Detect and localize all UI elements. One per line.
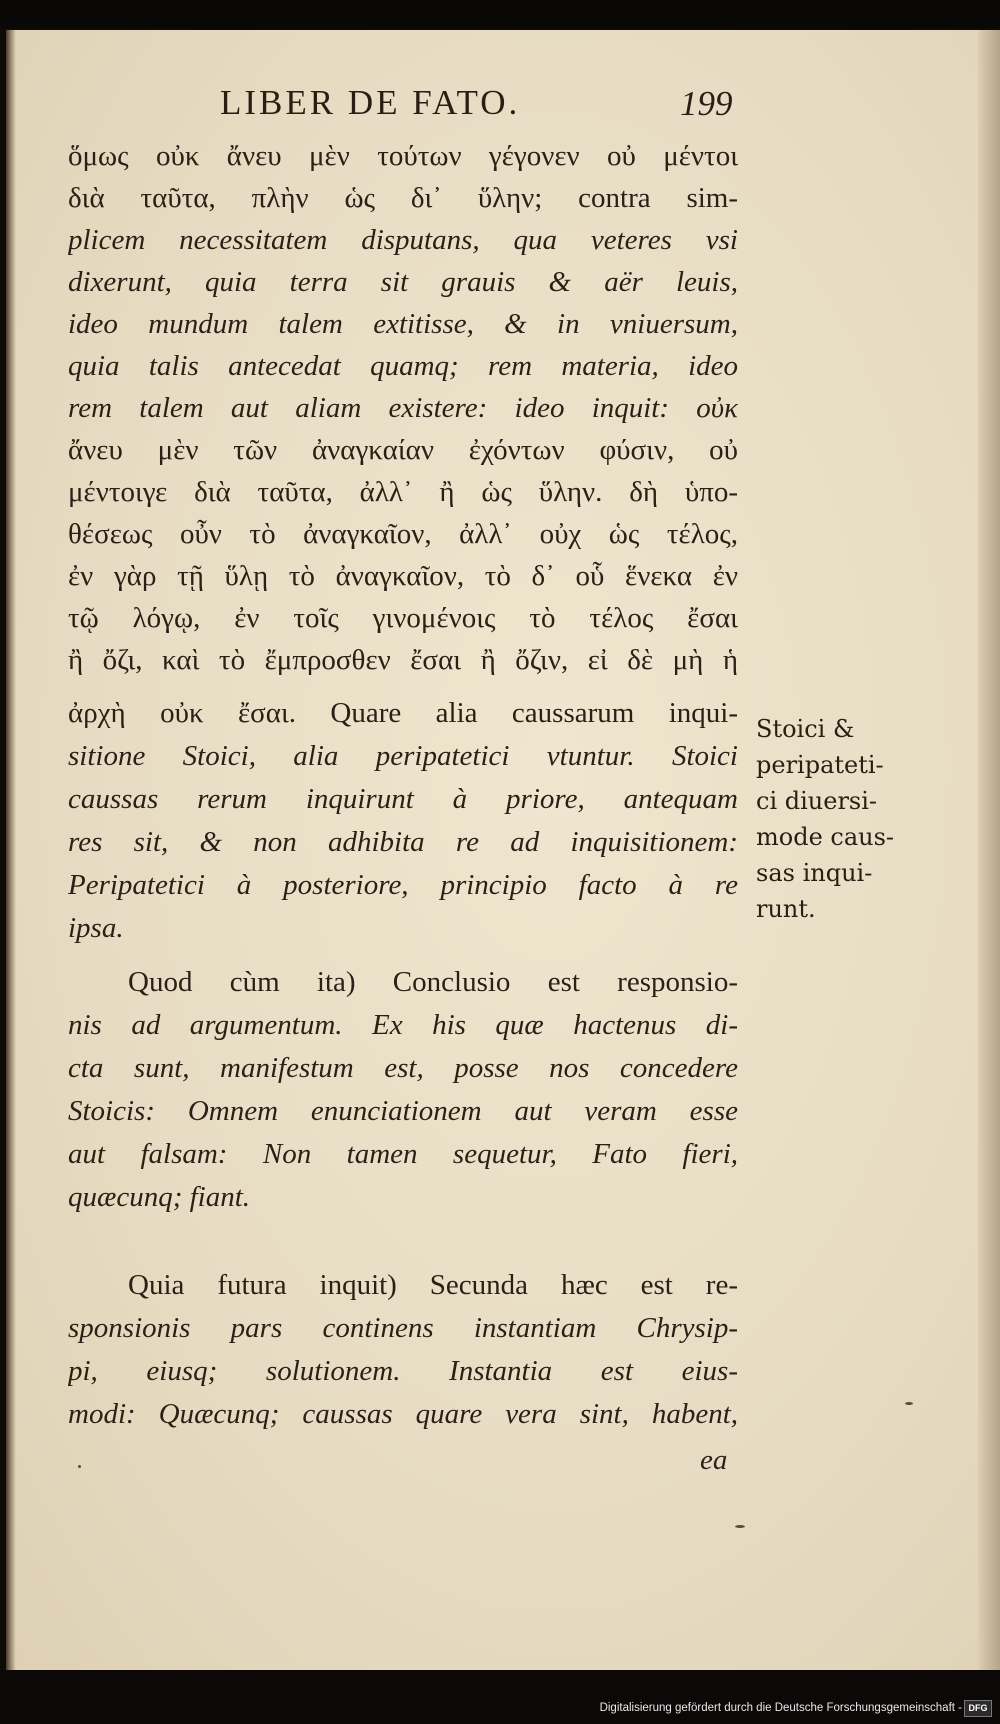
margin-note-line: mode caus- xyxy=(756,823,895,851)
text-line: modi: Quæcunq; caussas quare vera sint, habent, xyxy=(68,1398,738,1430)
text-line: cta sunt, manifestum est, posse nos concedere xyxy=(68,1052,738,1084)
dfg-logo: DFG xyxy=(964,1700,992,1717)
catchword: ea xyxy=(700,1444,728,1476)
running-title: LIBER DE FATO. xyxy=(220,83,521,122)
page-number: 199 xyxy=(680,84,733,123)
paper-speck xyxy=(735,1525,745,1528)
text-line: ὅμως οὐκ ἄνευ μὲν τούτων γέγονεν οὐ μέντοι xyxy=(68,140,738,172)
text-line: sponsionis pars continens instantiam Chrysip- xyxy=(68,1312,738,1344)
text-line: Peripatetici à posteriore, principio facto à re xyxy=(68,869,738,901)
text-line: plicem necessitatem disputans, qua veteres vsi xyxy=(68,224,738,256)
text-line: ἐν γὰρ τῇ ὕλῃ τὸ ἀναγκαῖον, τὸ δ᾽ οὗ ἕνεκα ἐν xyxy=(68,560,738,592)
text-line: caussas rerum inquirunt à priore, antequam xyxy=(68,783,738,815)
text-line: ἄνευ μὲν τῶν ἀναγκαίαν ἐχόντων φύσιν, οὐ xyxy=(68,434,738,466)
page-gutter-shadow xyxy=(6,30,16,1670)
text-line: nis ad argumentum. Ex his quæ hactenus di- xyxy=(68,1009,738,1041)
paragraph-start-line: Quod cùm ita) Conclusio est responsio- xyxy=(128,966,738,998)
margin-note-line: runt. xyxy=(756,895,816,923)
text-line: res sit, & non adhibita re ad inquisitionem: xyxy=(68,826,738,858)
paragraph-start-line: Quia futura inquit) Secunda hæc est re- xyxy=(128,1269,738,1301)
text-line: pi, eiusq; solutionem. Instantia est eius- xyxy=(68,1355,738,1387)
digitization-credit: Digitalisierung gefördert durch die Deutsche Forschungsgemeinschaft - xyxy=(599,1702,962,1714)
text-line: ipsa. xyxy=(68,912,124,944)
text-line: aut falsam: Non tamen sequetur, Fato fieri, xyxy=(68,1138,738,1170)
text-line: ideo mundum talem extitisse, & in vniuersum, xyxy=(68,308,738,340)
margin-note-line: peripateti- xyxy=(756,751,884,779)
text-line: ἢ ὄζι, καὶ τὸ ἔμπροσθεν ἔσαι ἢ ὄζιν, εἰ δὲ μὴ ἡ xyxy=(68,644,738,676)
text-line: διὰ ταῦτα, πλὴν ὡς δι᾽ ὕλην; contra sim- xyxy=(68,182,738,214)
text-line: ἀρχὴ οὐκ ἔσαι. Quare alia caussarum inqui- xyxy=(68,697,738,729)
margin-note-line: Stoici & xyxy=(756,715,855,743)
margin-note-line: sas inqui- xyxy=(756,859,873,887)
text-line: Stoicis: Omnem enunciationem aut veram esse xyxy=(68,1095,738,1127)
text-line: μέντοιγε διὰ ταῦτα, ἀλλ᾽ ἢ ὡς ὕλην. δὴ ὑπο- xyxy=(68,476,738,508)
scan-top-border xyxy=(0,0,1000,28)
text-line: quæcunq; fiant. xyxy=(68,1181,251,1213)
scan-bottom-border xyxy=(0,1670,1000,1724)
paper-speck xyxy=(905,1402,913,1405)
text-line: dixerunt, quia terra sit grauis & aër leuis, xyxy=(68,266,738,298)
page-edge xyxy=(978,30,1000,1670)
text-line: τῷ λόγῳ, ἐν τοῖς γινομένοις τὸ τέλος ἔσαι xyxy=(68,602,738,634)
margin-note-line: ci diuersi- xyxy=(756,787,878,815)
text-line: rem talem aut aliam existere: ideo inquit: οὐκ xyxy=(68,392,738,424)
text-line: θέσεως οὖν τὸ ἀναγκαῖον, ἀλλ᾽ οὐχ ὡς τέλος, xyxy=(68,518,738,550)
text-line: quia talis antecedat quamq; rem materia, ideo xyxy=(68,350,738,382)
text-line: sitione Stoici, alia peripatetici vtuntur. Stoici xyxy=(68,740,738,772)
paper-speck xyxy=(78,1465,81,1468)
